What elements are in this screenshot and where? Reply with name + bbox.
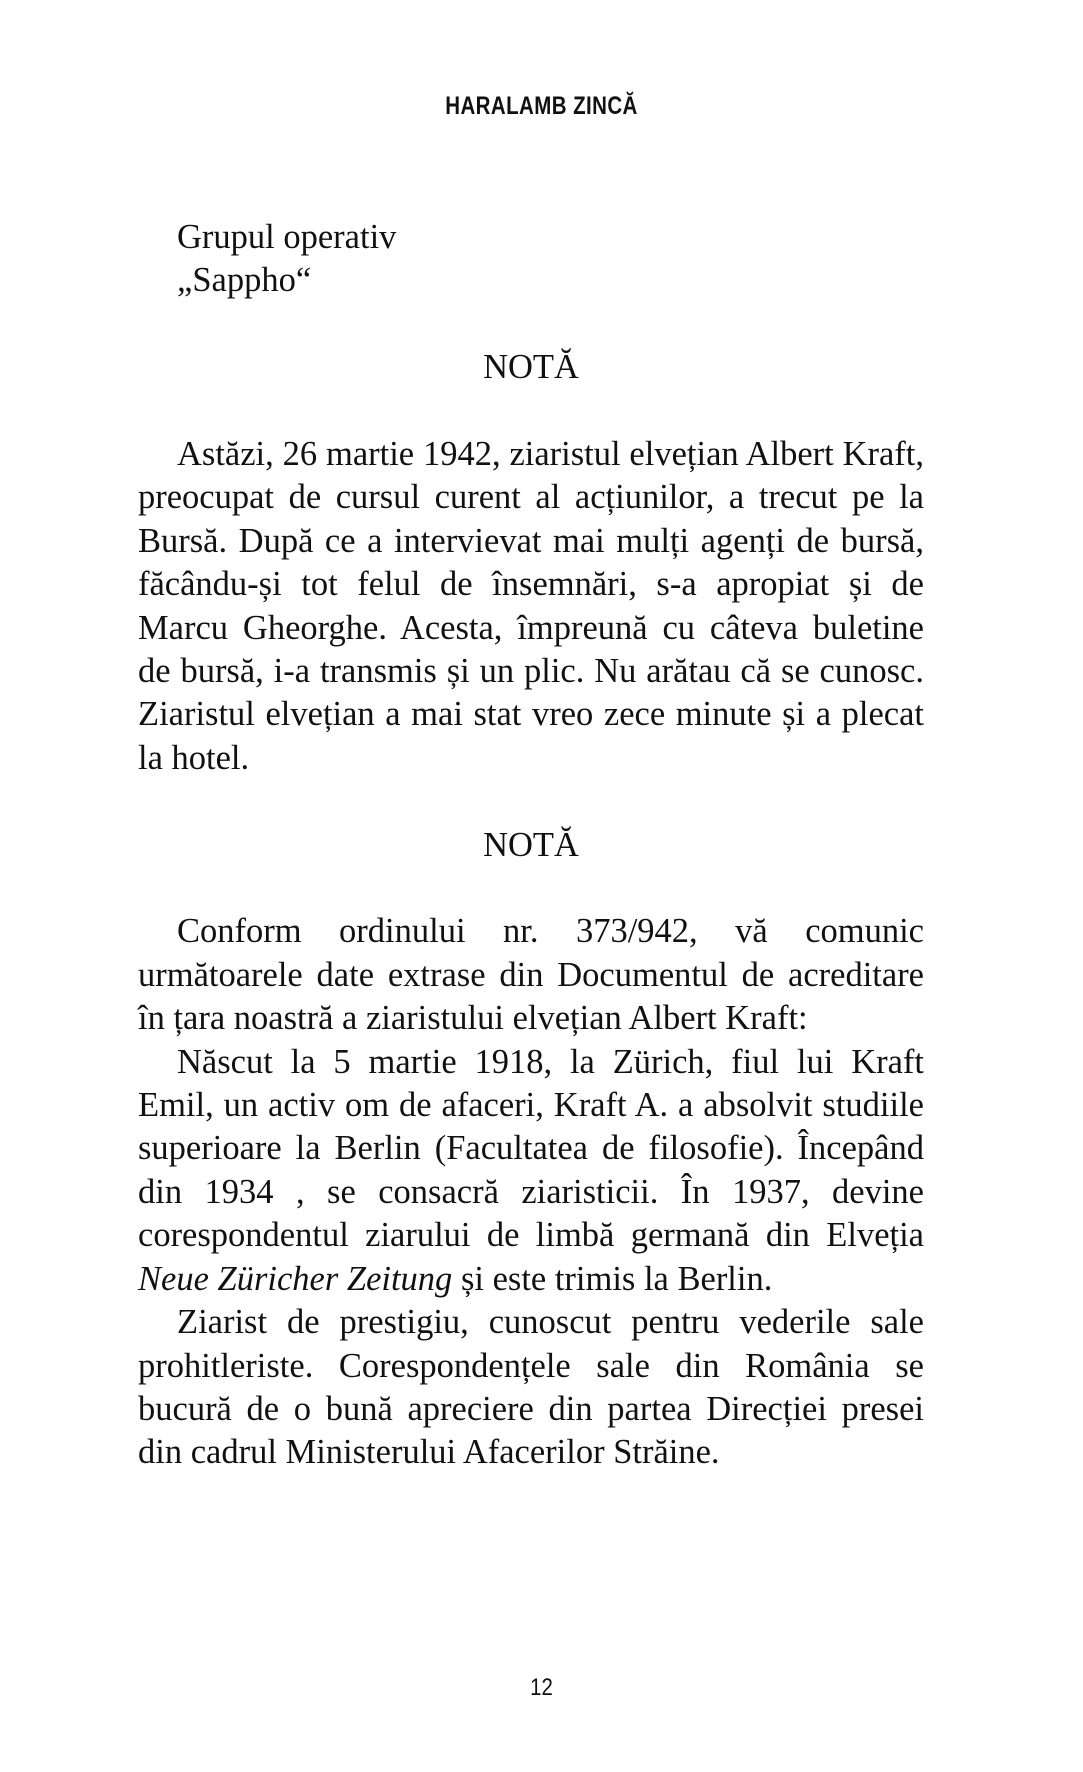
- body-text: [138, 216, 924, 1475]
- note-2-paragraph-3: Ziarist de prestigiu, cunoscut pentru vederile sale prohitleriste. Corespondențele sale din România se bucură de o bună apreciere din partea Direcției presei din cadrul Ministerului Afacerilor Străine.: [138, 1303, 924, 1472]
- note-1-paragraph: Astăzi, 26 martie 1942, ziaristul elvețian Albert Kraft, preocupat de cursul curent al acțiunilor, a trecut pe la Bursă. După ce a intervievat mai mulți agenți de bursă, făcându-și tot felul de însemnări, s-a apropiat și de Marcu Gheorghe. Acesta, împreună cu câteva buletine de bursă, i-a transmis și un plic. Nu arătau că se cunosc. Ziaristul elvețian a mai stat vreo zece minute și a plecat la hotel.: [138, 435, 924, 777]
- newspaper-title: Neue Züricher Zeitung: [138, 1259, 453, 1298]
- running-head: HARALAMB ZINCĂ: [445, 92, 638, 120]
- paragraph-2-text-start: Născut la 5 martie 1918, la Zürich, fiul lui Kraft Emil, un activ om de afaceri, Kraft A. a absolvit studiile superioare la Berlin (Facultatea de filosofie). Începând din 1934 , se consacră ziaristicii. În 1937, devine corespondentul ziarului de limbă germană din Elveția: [138, 1042, 924, 1255]
- sender-block: [138, 216, 924, 303]
- note-2-paragraph-1: Conform ordinului nr. 373/942, vă comunic următoarele date extrase din Documentul de acreditare în țara noastră a ziaristului elvețian Albert Kraft:: [138, 912, 924, 1038]
- note-heading-1: NOTĂ: [483, 348, 579, 387]
- note-2-paragraph-2: [138, 1041, 924, 1301]
- paragraph-2-text-end: și este trimis la Berlin.: [452, 1259, 773, 1298]
- note-heading-2: NOTĂ: [483, 825, 579, 864]
- page-number: 12: [530, 1674, 553, 1701]
- sender-line-1: Grupul operativ: [177, 218, 397, 256]
- sender-line-2: „Sappho“: [177, 261, 312, 300]
